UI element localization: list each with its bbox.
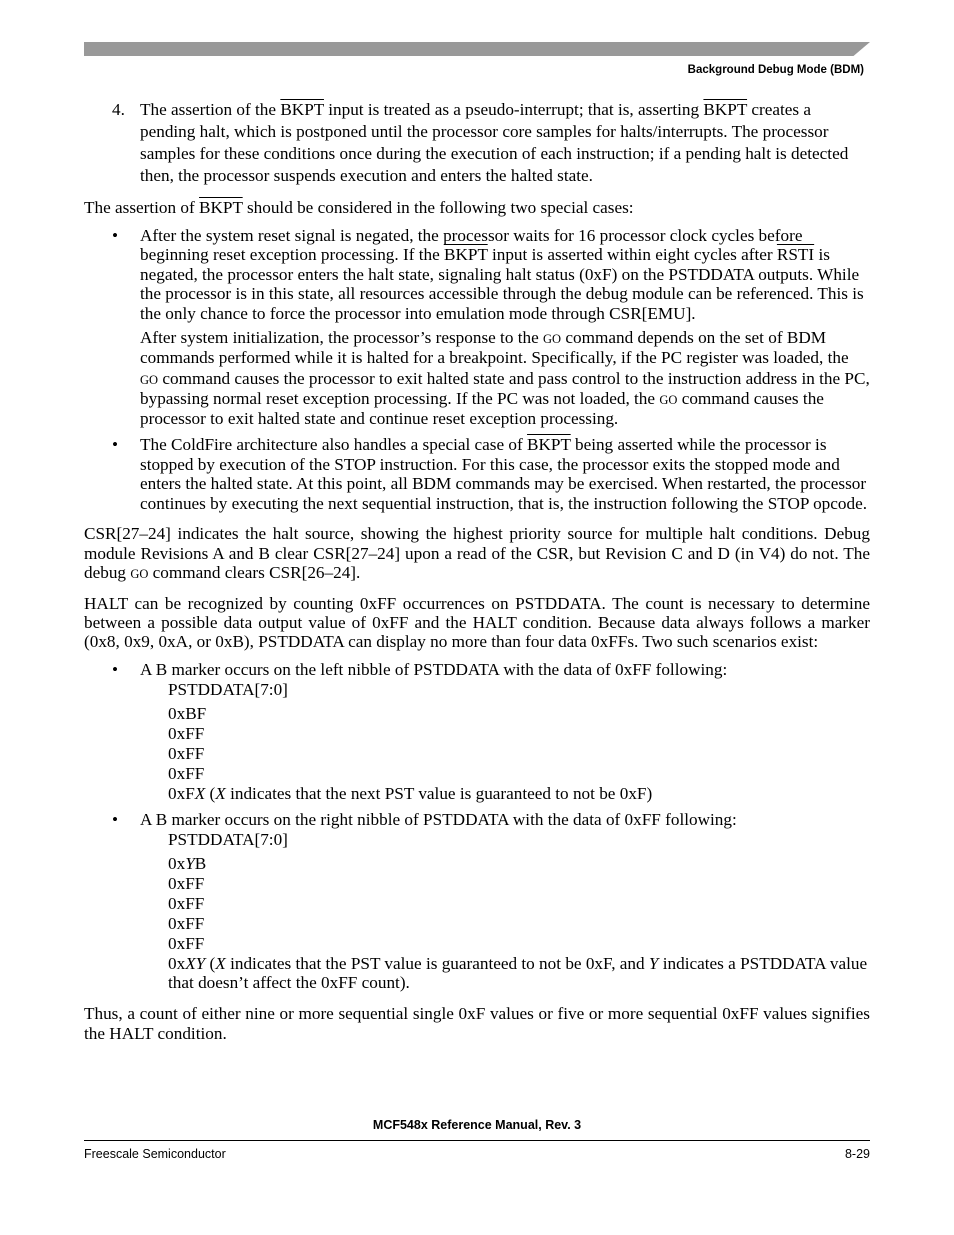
data-value: 0xFF [168,893,205,913]
bullet2-text-2: being asserted while the processor is stopped by execution of the STOP instruction. For this case, the processor exits the stopped mode and enters the halted state. At this point, all BDM commands may be exercised. When restarted, the processor continues by executing the next sequential instruction, that is, the instruction following the STOP opcode. [140,435,868,513]
conclusion-paragraph: Thus, a count of either nine or more sequential single 0xF values or five or more sequential 0xFF values signifies the HALT condition. [84,1004,870,1043]
var-y: Y [185,853,195,873]
page-number: 8-29 [844,1147,870,1161]
example2-lead: A B marker occurs on the right nibble of PSTDDATA with the data of 0xFF following: [140,809,737,829]
item-number: 4. [112,100,125,119]
data-value [168,854,870,874]
intro-text-1: The assertion of [84,198,200,218]
data-value-note [168,954,870,994]
csr-paragraph [84,524,870,582]
go-command: GO [140,372,159,387]
bullet-marker: • [112,225,119,245]
follow-text-1: After system initialization, the processor’s response to the [140,328,544,347]
item4-text-3: creates a pending halt, which is postponed until the processor core samples for halts/interrupts. The processor samples for these conditions once during the execution of each instruction; if a pending halt is detected then, the processor suspends execution and enters the halted state. [140,100,849,185]
bkpt-signal: BKPT [703,100,748,119]
go-command: GO [659,392,678,407]
page-body [84,99,870,1043]
item4-text-2: input is treated as a pseudo-interrupt; that is, asserting [323,100,704,119]
var-x: X [215,783,226,803]
note-text: indicates that the next PST value is guaranteed to not be 0xF) [225,783,653,803]
value-prefix: 0x [168,953,186,973]
data-value: 0xFF [168,873,205,893]
csr-text-1: CSR[27–24] indicates the halt source, showing the highest priority source for multiple halt conditions. Debug module Revisions A and B clear CSR[27–24] upon a read of the CSR, but Revision C and D (in V4) do not. The debug [84,524,870,583]
paren: ( [205,953,216,973]
example1-sequence [84,680,870,803]
bullet-marker: • [112,435,119,455]
value-prefix: 0x [168,853,186,873]
numbered-item-4 [84,99,870,186]
follow-text-3: command causes the processor to exit halted state and pass control to the instruction address in the PC, bypassing normal reset exception processing. If the PC was not loaded, the [140,368,870,408]
data-value: 0xFF [168,933,205,953]
value-prefix: 0xF [168,783,195,803]
var-xy: XY [185,953,206,973]
bullet2-text-1: The ColdFire architecture also handles a special case of [140,435,528,455]
intro-text-2: should be considered in the following two special cases: [242,198,634,218]
rsti-signal: RSTI [776,245,815,265]
data-value: 0xBF [168,703,207,723]
bullet-right-nibble [84,810,870,829]
bkpt-signal: BKPT [444,245,488,265]
bullet-marker: • [112,809,119,829]
data-value-note [168,784,870,804]
pstddata-header: PSTDDATA[7:0] [168,680,288,700]
note-text: indicates a PSTDDATA value that doesn’t affect the 0xFF count). [168,953,868,993]
bullet1-followup [84,328,870,429]
var-y: Y [648,953,659,973]
section-header: Background Debug Mode (BDM) [687,64,864,76]
bullet-marker: • [112,659,119,679]
header-bar [84,42,870,56]
bkpt-signal: BKPT [199,198,243,218]
follow-text-2: command depends on the set of BDM commands performed while it is halted for a breakpoint. Specifically, if the PC register was loaded, the [140,328,849,368]
bullet1-text-3: is negated, the processor enters the halt state, signaling halt status (0xF) on the PSTDDATA outputs. While the processor is in this state, all resources accessible through the debug module can be referenced. This is the only chance to force the processor into emulation mode through CSR[EMU]. [140,245,864,323]
go-command: GO [130,567,149,582]
bkpt-signal: BKPT [527,435,571,455]
bullet-reset-case [84,226,870,323]
bullet-stop-case [84,435,870,513]
bullet1-text-1: After the system reset signal is negated, the processor waits for 16 processor clock cycles before beginning reset exception processing. If the [140,225,803,265]
example1-lead: A B marker occurs on the left nibble of PSTDDATA with the data of 0xFF following: [140,659,728,679]
csr-text-2: command clears CSR[26–24]. [148,563,361,583]
paren: ( [205,783,216,803]
data-value: 0xFF [168,763,205,783]
item4-text-1: The assertion of the [140,100,281,119]
bullet1-text-2: input is asserted within eight cycles after [487,245,777,265]
bullet-left-nibble [84,660,870,679]
data-value: 0xFF [168,913,205,933]
intro-paragraph [84,198,870,217]
note-text: indicates that the PST value is guaranteed to not be 0xF, and [225,953,649,973]
go-command: GO [543,332,562,346]
value-suffix: B [194,853,207,873]
var-x: X [215,953,226,973]
var-x: X [194,783,206,803]
example2-sequence [84,830,870,993]
bkpt-signal: BKPT [280,100,324,119]
manual-title: MCF548x Reference Manual, Rev. 3 [372,1118,582,1132]
halt-paragraph: HALT can be recognized by counting 0xFF occurrences on PSTDDATA. The count is necessary to determine between a possible data output value of 0xFF and the HALT condition. Because data always follows a marker (0x8, 0x9, 0xA, or 0xB), PSTDDATA can display no more than four data 0xFFs. Two such scenarios exist: [84,593,870,652]
pstddata-header: PSTDDATA[7:0] [168,830,288,850]
footer-divider [84,1140,870,1141]
publisher: Freescale Semiconductor [84,1147,226,1161]
follow-text-4: command causes the processor to exit halted state and continue reset exception processing. [140,388,824,429]
data-value: 0xFF [168,743,205,763]
data-value: 0xFF [168,723,205,743]
